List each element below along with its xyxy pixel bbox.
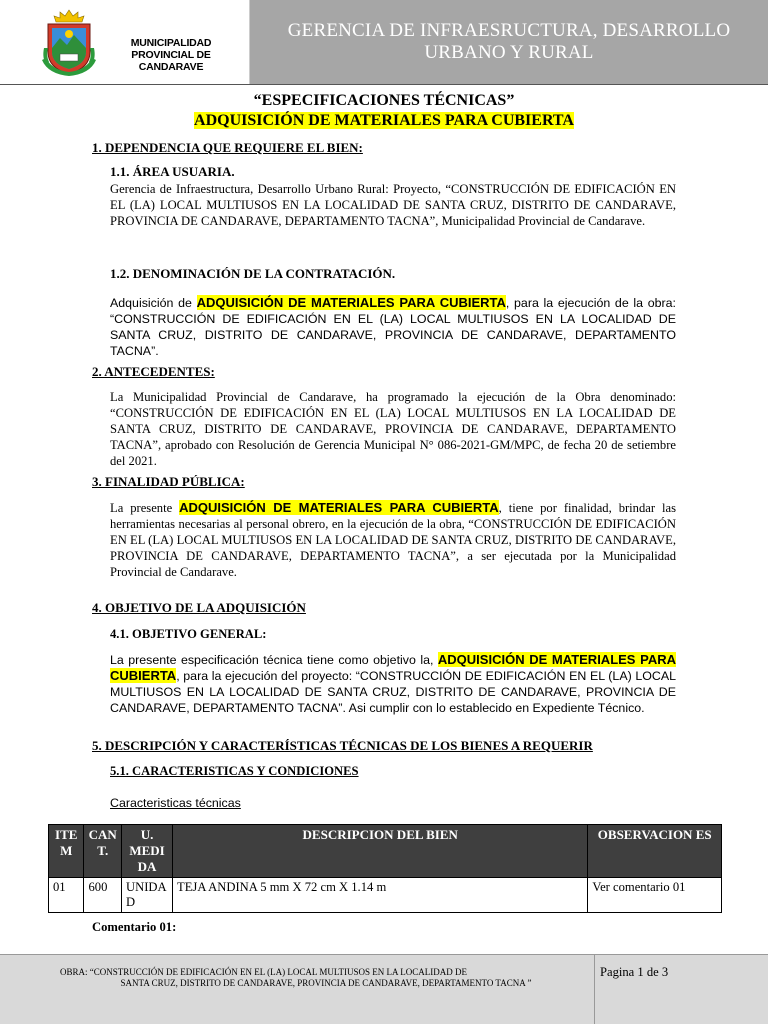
section-4-1-text: La presente especificación técnica tiene como objetivo la, ADQUISICIÓN DE MATERIALES PARA CUBIERTA, para la ejecución del proyecto: “CONSTRUCCIÓN DE EDIFICACIÓN EN EL (LA) LOCAL MULTIUSOS EN LA LOCALIDAD DE SANTA CRUZ, DISTRITO DE CANDARAVE, PROVINCIA DE CANDARAVE, DEPARTAMENTO TACNA”. Asi cumplir con lo establecido en Expediente Técnico. — [110, 652, 676, 715]
cell-descripcion: TEJA ANDINA 5 mm X 72 cm X 1.14 m — [173, 878, 588, 913]
section-2-heading: 2. ANTECEDENTES: — [92, 364, 215, 379]
document-subtitle — [0, 112, 768, 130]
section-2-text: La Municipalidad Provincial de Candarave, ha programado la ejecución de la Obra denominado: “CONSTRUCCIÓN DE EDIFICACIÓN EN EL (LA) LOCAL MULTIUSOS EN LA LOCALIDAD DE SANTA CRUZ, DISTRITO DE CANDARAVE, PROVINCIA DE CANDARAVE, DEPARTAMENTO TACNA”, aprobado con Resolución de Gerencia Municipal N° 086-2021-GM/MPC, de fecha 20 de setiembre del 2021. — [110, 390, 676, 468]
section-4-heading: 4. OBJETIVO DE LA ADQUISICIÓN — [92, 600, 306, 615]
header-left-panel — [0, 0, 250, 84]
cell-unidad: UNIDA D — [122, 878, 173, 913]
col-header-cantidad: CAN T. — [84, 825, 122, 878]
footer-obra — [58, 967, 594, 989]
section-1-heading: 1. DEPENDENCIA QUE REQUIERE EL BIEN: — [92, 140, 363, 155]
subtitle-highlight: ADQUISICIÓN DE MATERIALES PARA CUBIERTA — [194, 112, 574, 129]
section-5-heading: 5. DESCRIPCIÓN Y CARACTERÍSTICAS TÉCNICAS DE LOS BIENES A REQUERIR — [92, 738, 593, 753]
section-4-1-heading: 4.1. OBJETIVO GENERAL: — [110, 627, 267, 641]
cell-observaciones: Ver comentario 01 — [588, 878, 722, 913]
col-header-descripcion: DESCRIPCION DEL BIEN — [173, 825, 588, 878]
municipality-name: MUNICIPALIDAD PROVINCIAL DE CANDARAVE — [130, 37, 212, 73]
section-1-2-heading: 1.2. DENOMINACIÓN DE LA CONTRATACIÓN. — [110, 266, 396, 281]
footer-obra-line2: SANTA CRUZ, DISTRITO DE CANDARAVE, PROVINCIA DE CANDARAVE, DEPARTAMENTO TACNA ” — [120, 978, 532, 988]
col-header-observaciones: OBSERVACION ES — [588, 825, 722, 878]
header-divider — [0, 84, 768, 85]
document-title: “ESPECIFICACIONES TÉCNICAS” — [253, 92, 515, 109]
table-header-row — [49, 825, 722, 878]
section-3-text: La presente ADQUISICIÓN DE MATERIALES PARA CUBIERTA, tiene por finalidad, brindar las herramientas necesarias al personal obrero, en la ejecución de la obra, “CONSTRUCCIÓN DE EDIFICACIÓN EN EL (LA) LOCAL MULTIUSOS EN LA LOCALIDAD DE SANTA CRUZ, DISTRITO DE CANDARAVE, PROVINCIA DE CANDARAVE, DEPARTAMENTO TACNA”, a ser ejecutada por la Municipalidad Provincial de Candarave. — [110, 500, 676, 579]
section-3-highlight: ADQUISICIÓN DE MATERIALES PARA CUBIERTA — [179, 500, 499, 515]
col-header-unidad: U. MEDI DA — [122, 825, 173, 878]
section-1-1-heading: 1.1. ÁREA USUARIA. — [110, 164, 235, 179]
col-header-item: ITE M — [49, 825, 84, 878]
section-1-2-text: Adquisición de ADQUISICIÓN DE MATERIALES PARA CUBIERTA, para la ejecución de la obra: “CONSTRUCCIÓN DE EDIFICACIÓN EN EL (LA) LOCAL MULTIUSOS EN LA LOCALIDAD DE SANTA CRUZ, DISTRITO DE CANDARAVE, PROVINCIA DE CANDARAVE, DEPARTAMENTO TACNA”. — [110, 295, 676, 358]
section-5-1-heading: 5.1. CARACTERISTICAS Y CONDICIONES — [110, 764, 359, 778]
header-gerencia-title: GERENCIA DE INFRAESRUCTURA, DESARROLLO URBANO Y RURAL — [250, 0, 768, 84]
items-table — [48, 824, 722, 913]
municipal-coat-of-arms-icon — [40, 8, 98, 78]
section-4-1-highlight: ADQUISICIÓN DE MATERIALES PARA CUBIERTA — [110, 652, 676, 683]
page-footer — [0, 954, 768, 1024]
cell-cantidad: 600 — [84, 878, 122, 913]
cell-item: 01 — [49, 878, 84, 913]
footer-obra-line1: OBRA: “CONSTRUCCIÓN DE EDIFICACIÓN EN EL (LA) LOCAL MULTIUSOS EN LA LOCALIDAD DE — [60, 967, 467, 977]
comentario-label: Comentario 01: — [92, 920, 177, 934]
footer-divider — [594, 955, 595, 1024]
page-number: Pagina 1 de 3 — [600, 965, 669, 979]
section-1-1-text: Gerencia de Infraestructura, Desarrollo Urbano Rural: Proyecto, “CONSTRUCCIÓN DE EDIFICACIÓN EN EL (LA) LOCAL MULTIUSOS EN LA LOCALIDAD DE SANTA CRUZ, DISTRITO DE CANDARAVE, PROVINCIA DE CANDARAVE, DEPARTAMENTO TACNA”, Municipalidad Provincial de Candarave. — [110, 182, 676, 228]
table-row — [49, 878, 722, 913]
section-3-heading: 3. FINALIDAD PÚBLICA: — [92, 474, 245, 489]
caracteristicas-label: Caracteristicas técnicas — [110, 796, 241, 810]
section-1-2-highlight: ADQUISICIÓN DE MATERIALES PARA CUBIERTA — [196, 295, 506, 310]
